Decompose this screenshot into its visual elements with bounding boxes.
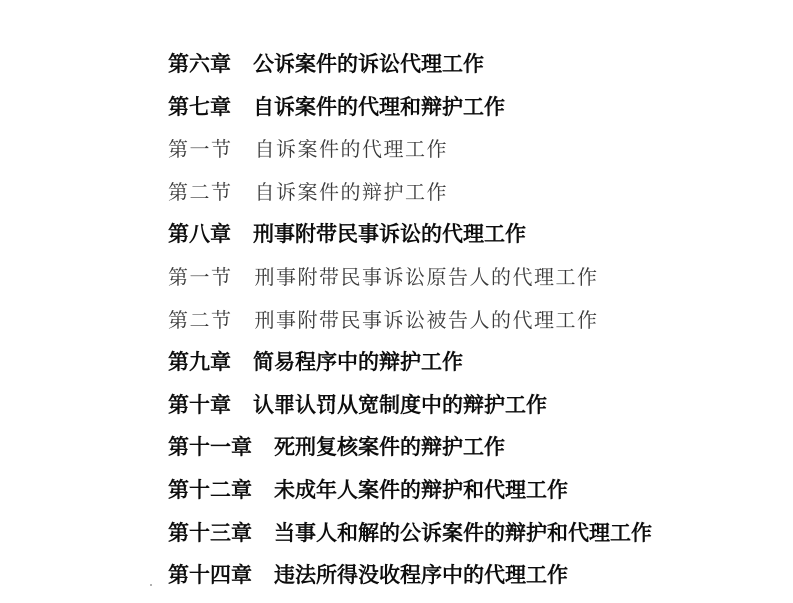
toc-chapter-12 (168, 472, 768, 515)
toc-section-7-1 (168, 131, 768, 174)
chapter-number: 第十三章 (168, 520, 252, 545)
toc-chapter-13 (168, 515, 768, 558)
section-number: 第二节 (168, 179, 233, 204)
toc-chapter-14 (168, 557, 768, 600)
section-number: 第二节 (168, 307, 233, 332)
chapter-number: 第十章 (168, 392, 231, 417)
section-title: 自诉案件的辩护工作 (254, 179, 448, 204)
section-number: 第一节 (168, 137, 233, 162)
toc-section-7-2 (168, 174, 768, 217)
table-of-contents (168, 46, 768, 600)
toc-chapter-9 (168, 344, 768, 387)
chapter-title: 简易程序中的辩护工作 (253, 350, 463, 375)
toc-chapter-7 (168, 89, 768, 132)
chapter-number: 第十二章 (168, 477, 252, 502)
chapter-title: 违法所得没收程序中的代理工作 (274, 563, 568, 588)
toc-section-8-1 (168, 259, 768, 302)
toc-chapter-10 (168, 387, 768, 430)
chapter-title: 认罪认罚从宽制度中的辩护工作 (253, 392, 547, 417)
chapter-number: 第九章 (168, 350, 231, 375)
chapter-number: 第十一章 (168, 435, 252, 460)
chapter-number: 第八章 (168, 222, 231, 247)
toc-chapter-6 (168, 46, 768, 89)
section-number: 第一节 (168, 264, 233, 289)
chapter-number: 第十四章 (168, 563, 252, 588)
chapter-title: 自诉案件的代理和辩护工作 (253, 94, 505, 119)
section-title: 自诉案件的代理工作 (254, 137, 448, 162)
scan-speck (150, 584, 152, 586)
chapter-title: 死刑复核案件的辩护工作 (274, 435, 505, 460)
chapter-title: 公诉案件的诉讼代理工作 (253, 52, 484, 76)
chapter-number: 第六章 (168, 52, 231, 76)
chapter-title: 当事人和解的公诉案件的辩护和代理工作 (274, 520, 652, 545)
chapter-title: 未成年人案件的辩护和代理工作 (274, 477, 568, 502)
chapter-title: 刑事附带民事诉讼的代理工作 (253, 222, 526, 247)
toc-chapter-8 (168, 216, 768, 259)
chapter-number: 第七章 (168, 94, 231, 119)
toc-chapter-11 (168, 429, 768, 472)
toc-section-8-2 (168, 302, 768, 345)
section-title: 刑事附带民事诉讼被告人的代理工作 (254, 307, 599, 332)
section-title: 刑事附带民事诉讼原告人的代理工作 (254, 264, 599, 289)
